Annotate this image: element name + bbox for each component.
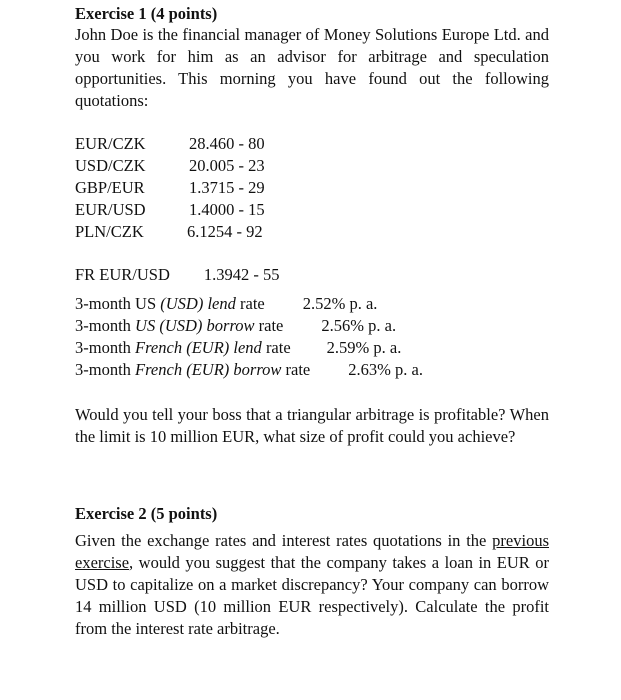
interest-rates-list <box>75 293 423 381</box>
quotations-table <box>75 133 265 243</box>
quotation-pair: PLN/CZK <box>75 222 144 241</box>
rate-label: 3-month US (USD) borrow rate <box>75 316 284 335</box>
quotation-row <box>75 155 265 177</box>
quotation-value: 28.460 - 80 <box>189 134 265 153</box>
rate-row <box>75 315 423 337</box>
quotation-value: 6.1254 - 92 <box>187 222 263 241</box>
rate-row <box>75 293 423 315</box>
exercise2-text: Given the exchange rates and interest rates quotations in the previous exercise, would you suggest that the company takes a loan in EUR or USD to capitalize on a market discrepancy? Your company can borrow 14 million USD (10 million EUR respectively). Calculate the profit from the interest rate arbitrage. <box>75 531 549 638</box>
rate-label: 3-month US (USD) lend rate <box>75 294 265 313</box>
rate-label: 3-month French (EUR) borrow rate <box>75 360 311 379</box>
previous-exercise-reference: previous exercise <box>75 531 549 572</box>
rate-row <box>75 337 423 359</box>
exercise1-title: Exercise 1 (4 points) <box>75 4 218 23</box>
quotation-pair: GBP/EUR <box>75 178 145 197</box>
quotation-value: 1.3715 - 29 <box>189 178 265 197</box>
quotation-pair: USD/CZK <box>75 156 146 175</box>
quotation-row <box>75 221 265 243</box>
quotation-row <box>75 199 265 221</box>
quotation-value: 20.005 - 23 <box>189 156 265 175</box>
quotation-pair: EUR/USD <box>75 200 146 219</box>
rate-value: 2.63% p. a. <box>348 360 423 379</box>
rate-value: 2.59% p. a. <box>326 338 402 357</box>
rate-label: 3-month French (EUR) lend rate <box>75 338 291 357</box>
quotation-pair: EUR/CZK <box>75 134 146 153</box>
exercise1-intro: John Doe is the financial manager of Money Solutions Europe Ltd. and you work for him as an advisor for arbitrage and speculation opportunities. This morning you have found out the following quotations: <box>75 25 549 110</box>
rate-row <box>75 359 423 381</box>
quotation-row <box>75 133 265 155</box>
exercise2-title: Exercise 2 (5 points) <box>75 504 218 523</box>
quotation-row <box>75 177 265 199</box>
quotation-value: 1.4000 - 15 <box>189 200 265 219</box>
exercise1-question: Would you tell your boss that a triangular arbitrage is profitable? When the limit is 10 million EUR, what size of profit could you achieve? <box>75 405 549 446</box>
forward-rate-label: FR EUR/USD <box>75 265 170 284</box>
forward-rate-value: 1.3942 - 55 <box>203 265 280 284</box>
forward-rate <box>75 264 280 286</box>
rate-value: 2.56% p. a. <box>321 316 397 335</box>
rate-value: 2.52% p. a. <box>302 294 378 313</box>
